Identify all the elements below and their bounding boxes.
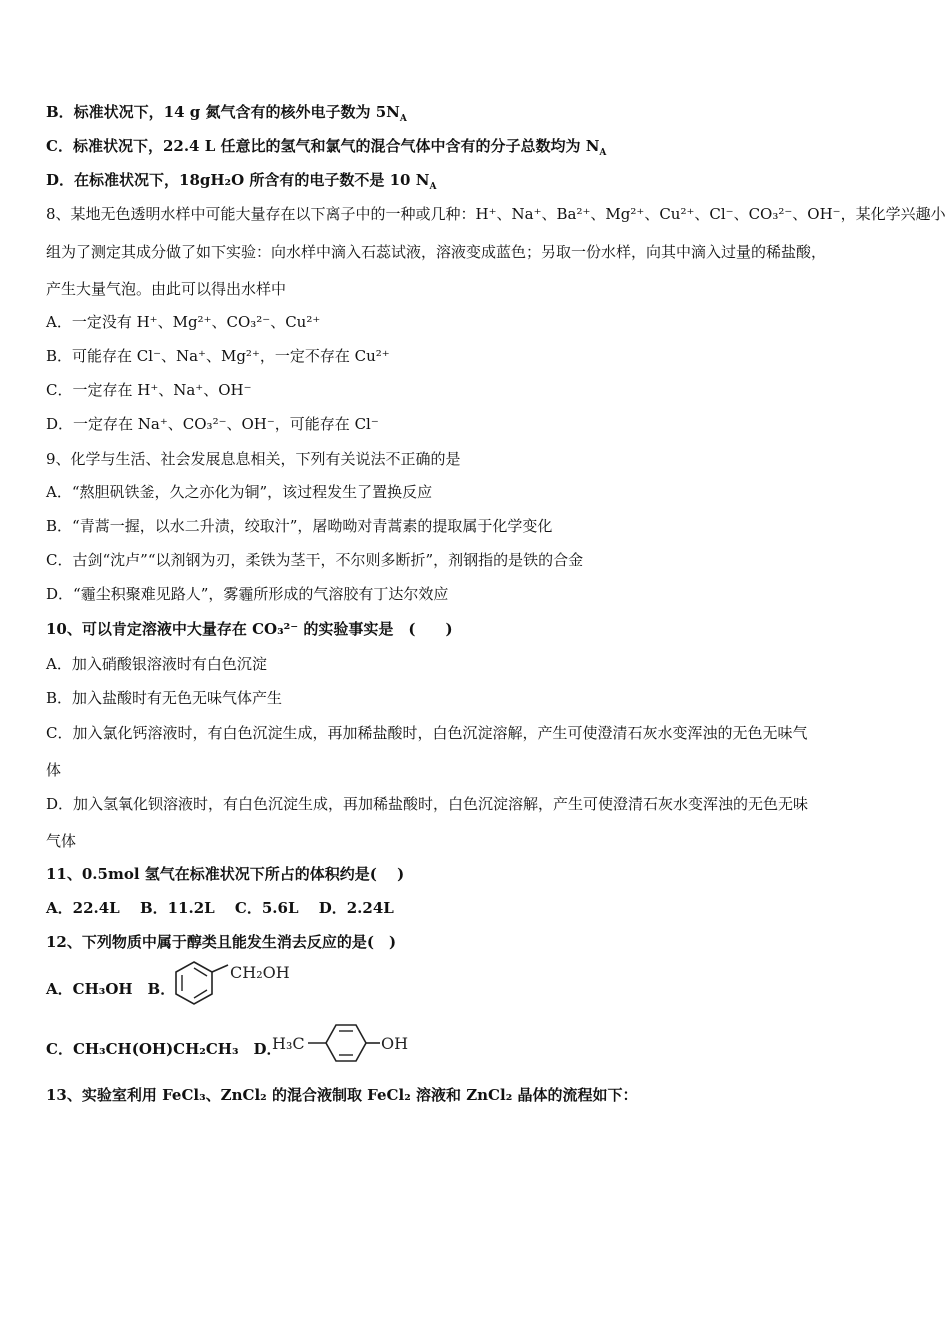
q9-option-d: D．“霾尘积聚难见路人”，雾霾所形成的气溶胶有丁达尔效应 bbox=[46, 585, 449, 603]
q10-option-c-line-1: C．加入氯化钙溶液时，有白色沉淀生成，再加稀盐酸时，白色沉淀溶解，产生可使澄清石灰水变浑浊的无色无味气 bbox=[46, 724, 808, 742]
q8-option-c: C．一定存在 H⁺、Na⁺、OH⁻ bbox=[46, 381, 252, 399]
q7-option-c: C．标准状况下，22.4 L 任意比的氢气和氯气的混合气体中含有的分子总数均为 $N_A$ bbox=[46, 137, 607, 158]
q8-stem-line-2: 组为了测定其成分做了如下实验：向水样中滴入石蕊试液，溶液变成蓝色；另取一份水样，向其中滴入过量的稀盐酸， bbox=[46, 243, 827, 261]
q9-option-c: C．古剑“沈卢”“以剂钢为刃，柔铁为茎干，不尔则多断折”，剂钢指的是铁的合金 bbox=[46, 551, 584, 569]
methyl-group-label: H₃C bbox=[272, 1034, 305, 1053]
q12-options-cd: C．CH₃CH(OH)CH₂CH₃ D． bbox=[46, 1040, 282, 1058]
q7-option-d: D．在标准状况下，18gH₂O 所含有的电子数不是 10 $N_A$ bbox=[46, 171, 437, 192]
q9-option-b: B．“青蒿一握，以水二升渍，绞取汁”，屠呦呦对青蒿素的提取属于化学变化 bbox=[46, 517, 553, 535]
q9-stem: 9、化学与生活、社会发展息息相关，下列有关说法不正确的是 bbox=[46, 450, 461, 468]
q10-option-c-line-2: 体 bbox=[46, 761, 62, 779]
q8-stem-line-3: 产生大量气泡。由此可以得出水样中 bbox=[46, 280, 287, 298]
q12-stem: 12、下列物质中属于醇类且能发生消去反应的是( ) bbox=[46, 933, 397, 951]
q13-stem: 13、实验室利用 FeCl₃、ZnCl₂ 的混合液制取 FeCl₂ 溶液和 ZnCl₂ 晶体的流程如下： bbox=[46, 1086, 638, 1104]
q10-option-a: A．加入硝酸银溶液时有白色沉淀 bbox=[46, 655, 267, 673]
q10-option-d-line-1: D．加入氢氧化钡溶液时，有白色沉淀生成，再加稀盐酸时，白色沉淀溶解，产生可使澄清石灰水变浑浊的无色无味 bbox=[46, 795, 809, 813]
q9-option-a: A．“熬胆矾铁釜，久之亦化为铜”，该过程发生了置换反应 bbox=[46, 483, 433, 501]
q12-options-ab: A．CH₃OH B． bbox=[46, 980, 176, 998]
benzyl-alcohol-structure bbox=[170, 958, 305, 1012]
q8-stem-line-1: 8、某地无色透明水样中可能大量存在以下离子中的一种或几种：H⁺、Na⁺、Ba²⁺、Mg²⁺、Cu²⁺、Cl⁻、CO₃²⁻、OH⁻，某化学兴趣小 bbox=[46, 205, 946, 223]
q8-option-d: D．一定存在 Na⁺、CO₃²⁻、OH⁻，可能存在 Cl⁻ bbox=[46, 415, 379, 433]
q7-option-b: B．标准状况下，14 g 氮气含有的核外电子数为 $5N_A$ bbox=[46, 103, 407, 124]
q11-options: A．22.4L B．11.2L C．5.6L D．2.24L bbox=[46, 899, 394, 917]
benzyl-group-label: CH₂OH bbox=[230, 963, 290, 982]
q11-stem: 11、0.5mol 氢气在标准状况下所占的体积约是( ) bbox=[46, 865, 405, 883]
p-cresol-structure bbox=[270, 1018, 415, 1068]
q8-option-b: B．可能存在 Cl⁻、Na⁺、Mg²⁺，一定不存在 Cu²⁺ bbox=[46, 347, 390, 365]
q8-option-a: A．一定没有 H⁺、Mg²⁺、CO₃²⁻、Cu²⁺ bbox=[46, 313, 321, 331]
hydroxyl-group-label: OH bbox=[381, 1034, 409, 1053]
q10-stem: 10、可以肯定溶液中大量存在 CO₃²⁻ 的实验事实是 ( ) bbox=[46, 620, 453, 638]
q10-option-d-line-2: 气体 bbox=[46, 832, 77, 850]
q10-option-b: B．加入盐酸时有无色无味气体产生 bbox=[46, 689, 283, 707]
